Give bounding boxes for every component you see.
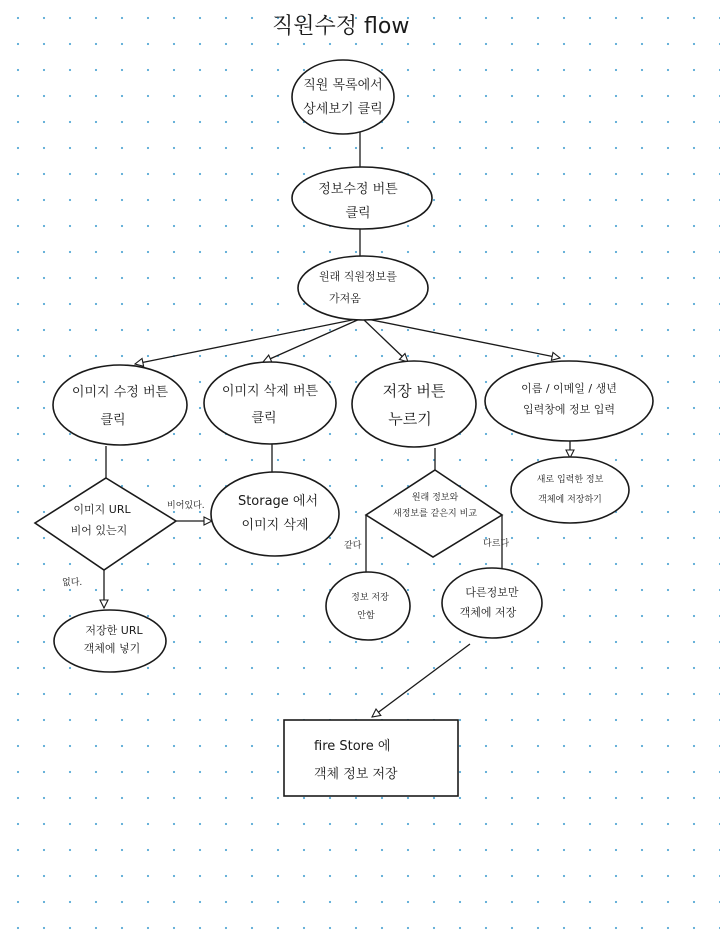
edge-label-empty: 없다.	[62, 578, 83, 588]
node-save-button-line1: 저장 버튼	[382, 382, 446, 400]
node-save-button-line2: 누르기	[388, 410, 432, 428]
node-load-info-line1: 원래 직원정보를	[319, 270, 397, 283]
node-new-object	[511, 457, 629, 523]
node-compare-line1: 원래 정보와	[411, 493, 459, 503]
node-input-line2: 입력창에 정보 입력	[522, 403, 616, 416]
node-firestore-line1: fire Store 에	[314, 739, 391, 754]
edge-load-to-save	[362, 318, 408, 362]
node-input-line1: 이름 / 이메일 / 생년	[521, 382, 617, 395]
node-load-info-line2: 가져옴	[329, 292, 361, 305]
node-storage-delete-line1: Storage 에서	[237, 494, 319, 509]
node-edit-button	[292, 167, 432, 229]
node-diff-save-line2: 객체에 저장	[459, 606, 517, 619]
node-edit-button-line2: 클릭	[345, 206, 371, 221]
node-firestore-line2: 객체 정보 저장	[314, 767, 398, 782]
node-diff-save	[442, 568, 542, 638]
edge-diff-to-firestore	[372, 644, 470, 717]
node-diff-save-line1: 다른정보만	[465, 586, 519, 599]
node-image-edit-line1: 이미지 수정 버튼	[71, 385, 169, 400]
node-image-edit-line2: 클릭	[100, 413, 126, 428]
edge-label-different: 다르다	[483, 539, 510, 549]
node-start-line2: 상세보기 클릭	[303, 102, 383, 117]
node-image-check-line1: 이미지 URL	[73, 503, 131, 516]
node-storage-delete	[211, 472, 339, 556]
node-image-delete-line2: 클릭	[251, 411, 277, 426]
node-store-url-line1: 저장한 URL	[85, 624, 143, 637]
node-new-object-line1: 새로 입력한 정보	[536, 475, 604, 485]
node-store-url-line2: 객체에 넣기	[83, 642, 141, 655]
node-start	[292, 60, 394, 134]
node-compare	[366, 470, 502, 557]
diagram-title: 직원수정 flow	[272, 14, 410, 39]
node-store-url	[54, 610, 166, 672]
node-image-delete	[204, 362, 336, 444]
edge-load-to-img-del	[263, 318, 362, 362]
node-load-info	[298, 256, 428, 320]
node-image-check	[35, 478, 176, 570]
node-storage-delete-line2: 이미지 삭제	[241, 518, 309, 533]
node-no-save-line1: 정보 저장	[351, 593, 389, 603]
node-no-save	[326, 572, 410, 640]
node-compare-line2: 새정보를 같은지 비교	[393, 509, 477, 519]
node-firestore	[284, 720, 458, 796]
node-input	[485, 361, 653, 441]
node-start-line1: 직원 목록에서	[303, 78, 383, 93]
edge-label-same: 같다	[344, 541, 362, 551]
node-new-object-line2: 객체에 저장하기	[538, 495, 602, 505]
node-no-save-line2: 안함	[357, 611, 375, 621]
node-image-delete-line1: 이미지 삭제 버튼	[221, 384, 319, 399]
node-image-edit	[53, 365, 187, 445]
node-save-button	[352, 361, 476, 447]
edge-load-to-input	[362, 318, 560, 358]
node-image-check-line2: 비어 있는지	[70, 524, 128, 537]
edge-load-to-img-edit	[135, 318, 362, 364]
edge-label-exists: 비어있다.	[167, 501, 205, 511]
node-edit-button-line1: 정보수정 버튼	[318, 182, 398, 197]
